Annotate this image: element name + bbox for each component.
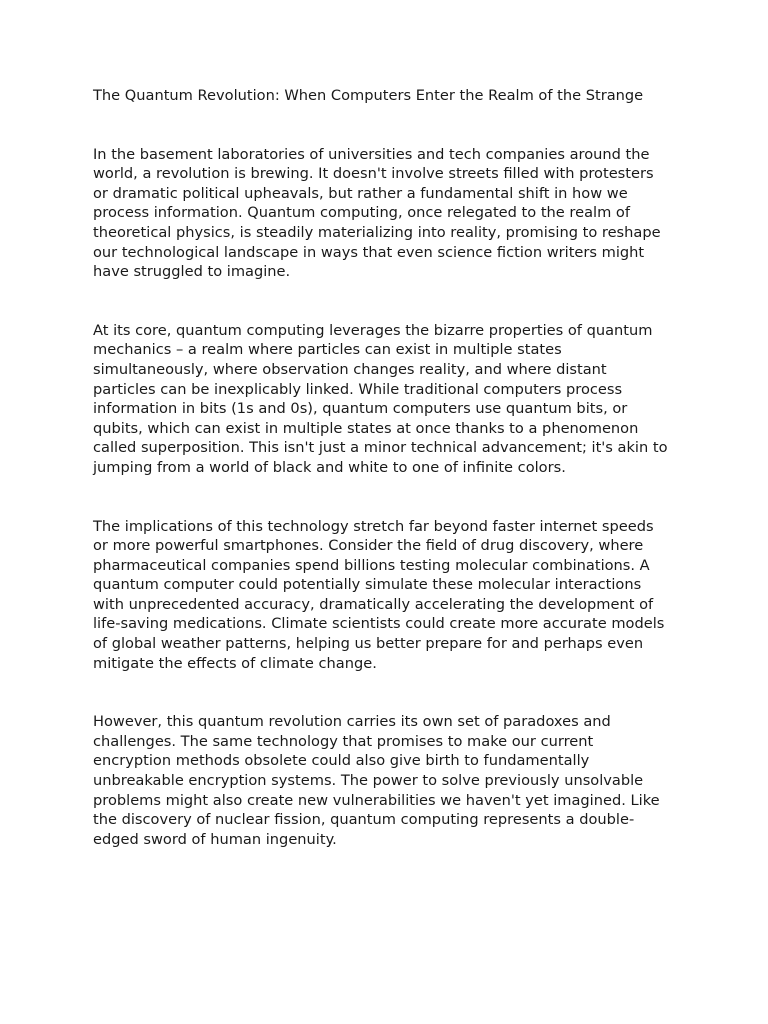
paragraph: The implications of this technology stretch far beyond faster internet speeds or more powerful smartphones. Consider the field of drug discovery, where pharmaceutical companies spend billions testing molecular combinations. A quantum computer could potentially simulate these molecular interactions with unprecedented accuracy, dramatically accelerating the development of life-saving medications. Climate scientists could create more accurate models of global weather patterns, helping us better prepare for and perhaps even mitigate the effects of climate change. — [93, 517, 665, 672]
document-page — [93, 86, 673, 849]
document-title: The Quantum Revolution: When Computers Enter the Realm of the Strange — [93, 87, 644, 104]
paragraph: At its core, quantum computing leverages the bizarre properties of quantum mechanics – a realm where particles can exist in multiple states simultaneously, where observation changes reality, and where distant particles can be inexplicably linked. While traditional computers process information in bits (1s and 0s), quantum computers use quantum bits, or qubits, which can exist in multiple states at once thanks to a phenomenon called superposition. This isn't just a minor technical advancement; it's akin to jumping from a world of black and white to one of infinite colors. — [93, 321, 668, 476]
paragraph: In the basement laboratories of universities and tech companies around the world, a revolution is brewing. It doesn't involve streets filled with protesters or dramatic political upheavals, but rather a fundamental shift in how we process information. Quantum computing, once relegated to the realm of theoretical physics, is steadily materializing into reality, promising to reshape our technological landscape in ways that even science fiction writers might have struggled to imagine. — [93, 145, 661, 281]
paragraph: However, this quantum revolution carries its own set of paradoxes and challenges. The same technology that promises to make our current encryption methods obsolete could also give birth to fundamentally unbreakable encryption systems. The power to solve previously unsolvable problems might also create new vulnerabilities we haven't yet imagined. Like the discovery of nuclear fission, quantum computing represents a double-edged sword of human ingenuity. — [93, 713, 660, 848]
